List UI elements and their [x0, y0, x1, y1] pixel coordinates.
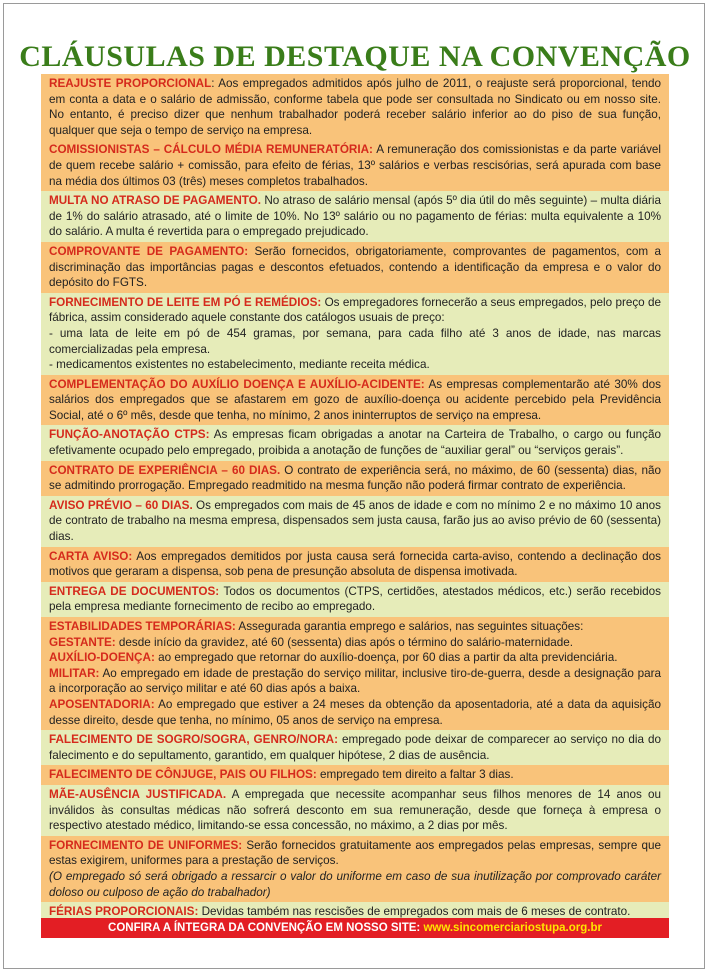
clause-note: (O empregado só será obrigado a ressarcir o valor do uniforme em caso de sua inutilização por comprovado caráter doloso ou culposo de ação do trabalhador): [49, 869, 661, 899]
clause-funcao-ctps: [41, 425, 669, 460]
stability-heading: GESTANTE:: [49, 635, 116, 649]
clause-entrega-documentos: [41, 582, 669, 617]
clause-heading: REAJUSTE PROPORCIONAL: [49, 77, 212, 90]
clause-falecimento-sogro: [41, 730, 669, 765]
clause-heading: COMPLEMENTAÇÃO DO AUXÍLIO DOENÇA E AUXÍLIO-ACIDENTE:: [49, 377, 425, 391]
clause-body: Serão fornecidos, obrigatoriamente, comprovantes de pagamentos, com a discriminação das importâncias pagas e descontos efetuados, contendo a identificação da empresa e o valor do depósito do FGTS.: [49, 244, 661, 290]
stability-body: Ao empregado que estiver a 24 meses da obtenção da aposentadoria, até a data da aquisição desse direito, desde que tenha, no mínimo, 05 anos de serviço na empresa.: [49, 697, 661, 727]
clause-auxilio-doenca: [41, 375, 669, 426]
clause-body: No atraso de salário mensal (após 5º dia útil do mês seguinte) – multa diária de 1% do salário atrasado, até o limite de 10%. No 13º salário ou no pagamento de férias: multa equivalente a 10% do salário. A multa é revertida para o empregado prejudicado.: [49, 194, 661, 239]
clauses-list: [41, 74, 669, 922]
clause-reajuste-proporcional: [41, 74, 669, 140]
clause-heading: FUNÇÃO-ANOTAÇÃO CTPS:: [49, 428, 210, 442]
clause-multa-atraso: [41, 191, 669, 242]
clause-heading: MÃE-AUSÊNCIA JUSTIFICADA.: [49, 787, 227, 801]
clause-body: Todos os documentos (CTPS, certidões, atestados médicos, etc.) serão recebidos pela empresa mediante fornecimento de recibo ao empregado.: [49, 584, 661, 614]
clause-uniformes: [41, 836, 669, 902]
clause-heading: CARTA AVISO:: [49, 549, 133, 563]
clause-body: Devidas também nas rescisões de empregados com mais de 6 meses de contrato.: [198, 905, 631, 919]
clause-heading: CONTRATO DE EXPERIÊNCIA – 60 DIAS.: [49, 463, 281, 477]
stability-body: ao empregado que retornar do auxílio-doença, por 60 dias a partir da alta previdenciária.: [154, 651, 618, 665]
clause-heading: MULTA NO ATRASO DE PAGAMENTO.: [49, 194, 262, 208]
clause-heading: FALECIMENTO DE CÔNJUGE, PAIS OU FILHOS:: [49, 768, 317, 782]
clause-heading: COMPROVANTE DE PAGAMENTO:: [49, 244, 249, 258]
clause-heading: FORNECIMENTO DE UNIFORMES:: [49, 838, 243, 852]
footer-banner: [41, 918, 669, 938]
clause-heading: ENTREGA DE DOCUMENTOS:: [49, 584, 220, 598]
clause-body: A remuneração dos comissionistas e da parte variável de quem recebe salário + comissão, para efeito de férias, 13º salários e verbas rescisórias, será apurada com base na média dos últimos 03 (três) meses completos trabalhados.: [49, 143, 662, 188]
stability-heading: APOSENTADORIA:: [49, 697, 155, 711]
clause-body: Os empregados com mais de 45 anos de idade e com no mínimo 2 e no máximo 10 anos de contrato de trabalho na mesma empresa, dispensados sem justa causa, farão jus ao aviso prévio de 60 (sessenta) dias.: [49, 498, 662, 544]
clause-estabilidades: [41, 617, 669, 730]
stability-heading: AUXÍLIO-DOENÇA:: [49, 651, 155, 665]
clause-body: Aos empregados demitidos por justa causa será fornecida carta-aviso, contendo a declinação dos motivos que geraram a dispensa, sob pena de presunção absoluta de dispensa imotivada.: [49, 549, 661, 579]
clause-falecimento-conjuge: [41, 765, 669, 785]
clause-heading: FORNECIMENTO DE LEITE EM PÓ E REMÉDIOS:: [49, 295, 322, 309]
stability-body: desde início da gravidez, até 60 (sessenta) dias após o término do salário-maternidade.: [115, 635, 574, 649]
clause-mae-ausencia: [41, 785, 669, 836]
clause-heading: ESTABILIDADES TEMPORÁRIAS:: [49, 620, 236, 633]
clause-body: A empregada que necessite acompanhar seus filhos menores de 14 anos ou inválidos às consultas médicas não sofrerá desconto em sua remuneração, desde que forneça à empresa o respectivo atestado médico, limitando-se essa concessão, no máximo, a 2 dias por mês.: [49, 787, 662, 833]
clause-heading: FALECIMENTO DE SOGRO/SOGRA, GENRO/NORA:: [49, 733, 338, 747]
clause-carta-aviso: [41, 547, 669, 582]
clause-comprovante-pagamento: [41, 242, 669, 293]
clause-body: As empresas complementarão até 30% dos salários dos empregados que se afastarem em gozo de auxílio-doença ou acidente percebido pela Previdência Social, até o 6º mês, desde que tenha, no mínimo, 2 anos ininterruptos de serviço na empresa.: [49, 377, 662, 422]
clause-body: empregado tem direito a faltar 3 dias.: [316, 768, 514, 782]
footer-text: CONFIRA A ÍNTEGRA DA CONVENÇÃO EM NOSSO SITE:: [108, 922, 424, 934]
clause-aviso-previo: [41, 496, 669, 547]
clause-body: As empresas ficam obrigadas a anotar na Carteira de Trabalho, o cargo ou função efetivamente ocupado pelo empregado, proibida a anotação de funções de “auxiliar geral” ou “serviços gerais”.: [49, 428, 661, 458]
clause-contrato-experiencia: [41, 461, 669, 496]
clause-comissionistas: [41, 140, 669, 191]
stability-item-aposentadoria: [49, 697, 661, 728]
clause-body: empregado pode deixar de comparecer ao serviço no dia do falecimento e do sepultamento, garantido, em qualquer hipótese, 2 dias de ausência.: [49, 733, 662, 762]
stability-body: Ao empregado em idade de prestação do serviço militar, inclusive tiro-de-guerra, desde a designação para a incorporação ao serviço militar e até 60 dias após a baixa.: [49, 666, 661, 696]
stability-item-militar: [49, 666, 661, 697]
stability-item-auxilio-doenca: [49, 650, 661, 666]
clause-heading: AVISO PRÉVIO – 60 DIAS.: [49, 498, 193, 512]
clause-body: O contrato de experiência será, no máximo, de 60 (sessenta) dias, não se admitindo prorrogação. Empregado readmitido na mesma função não poderá firmar contrato de experiência.: [49, 463, 661, 493]
stability-heading: MILITAR:: [49, 666, 100, 680]
clause-heading: FÉRIAS PROPORCIONAIS:: [49, 905, 199, 919]
clause-body: Os empregadores fornecerão a seus empregados, pelo preço de fábrica, assim considerado aquele constante dos catálogos usuais de preço:: [49, 295, 661, 325]
stability-item-gestante: [49, 635, 661, 651]
clause-leite-remedios: [41, 293, 669, 375]
clause-heading: COMISSIONISTAS – CÁLCULO MÉDIA REMUNERATÓRIA:: [49, 143, 373, 157]
footer-site-link[interactable]: www.sincomerciariostupa.org.br: [423, 922, 602, 934]
clause-body: Assegurada garantia emprego e salários, nas seguintes situações:: [235, 620, 584, 633]
clause-line: - medicamentos existentes no estabelecimento, mediante receita médica.: [49, 358, 430, 372]
clause-body: Serão fornecidos gratuitamente aos empregados pelas empresas, sempre que estas exigirem, uniformes para a prestação de serviços.: [49, 838, 661, 868]
clause-line: - uma lata de leite em pó de 454 gramas, por semana, para cada filho até 3 anos de idade, nas marcas comercializadas pela empresa.: [49, 326, 661, 356]
clause-body: : Aos empregados admitidos após julho de 2011, o reajuste será proporcional, tendo em conta a data e o salário de admissão, conforme tabela que pode ser consultada no Sindicato ou em nosso site. No entanto, é preciso dizer que nenhum trabalhador poderá receber salário inferior ao do piso de sua função, qualquer que seja o tempo de serviço na empresa.: [49, 77, 661, 137]
page-title: CLÁUSULAS DE DESTAQUE NA CONVENÇÃO: [19, 40, 691, 73]
